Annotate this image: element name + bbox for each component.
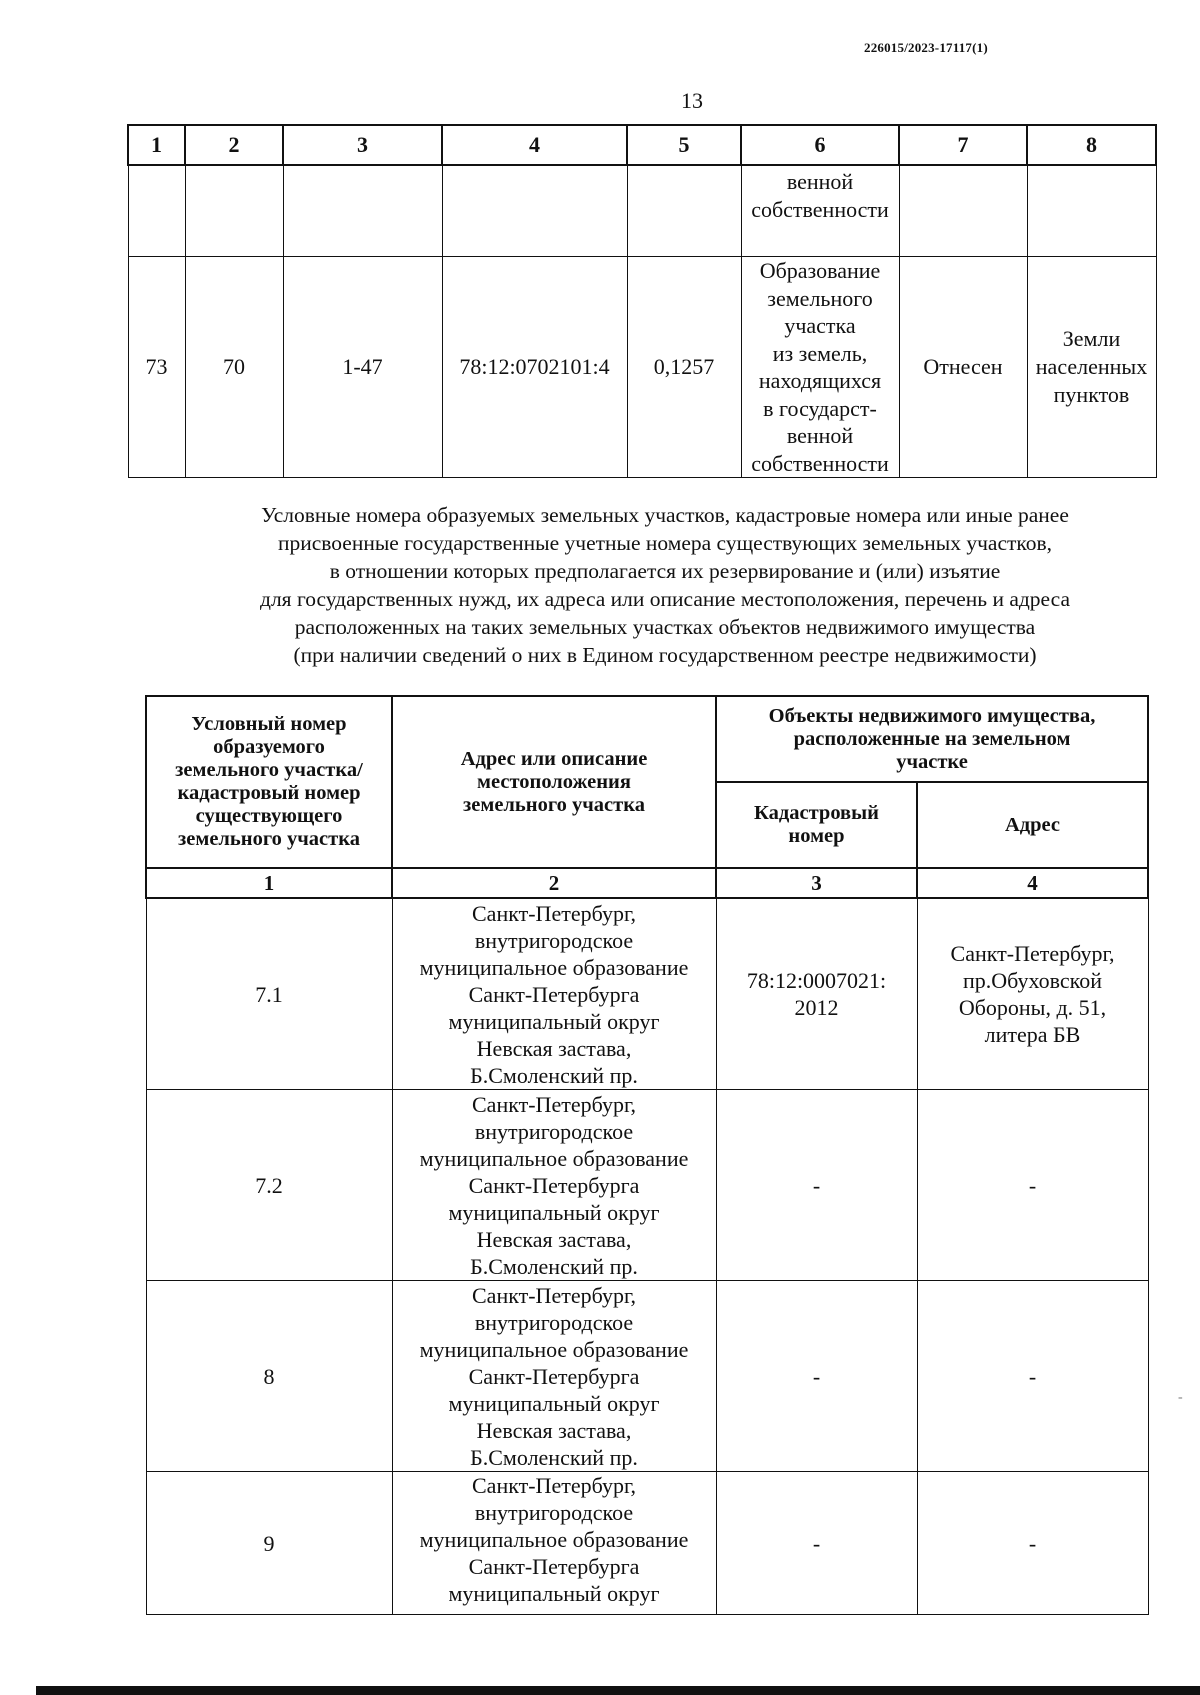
table1-colnum: 1 — [128, 125, 185, 165]
table2-colnum: 4 — [917, 868, 1148, 898]
area-value: 0,1257 — [627, 257, 741, 478]
header-objects-group: Объекты недвижимого имущества, расположенные на земельном участке — [716, 696, 1148, 782]
table-cell: 70 — [185, 257, 283, 478]
cadastral-number: 78:12:0702101:4 — [442, 257, 627, 478]
parcel-address: Санкт-Петербург, внутригородское муниципальное образование Санкт-Петербурга муниципальный округ Невская застава, Б.Смоленский пр. — [392, 1281, 716, 1472]
parcel-address: Санкт-Петербург, внутригородское муниципальное образование Санкт-Петербурга муниципальный округ Невская застава, Б.Смоленский пр. — [392, 1090, 716, 1281]
land-category: Земли населенных пунктов — [1027, 257, 1156, 478]
table1-colnum: 4 — [442, 125, 627, 165]
table2-colnum: 1 — [146, 868, 392, 898]
table2-colnum: 3 — [716, 868, 917, 898]
table-cell — [283, 165, 442, 257]
parcel-address: Санкт-Петербург, внутригородское муниципальное образование Санкт-Петербурга муниципальный округ — [392, 1472, 716, 1615]
table1-colnum: 5 — [627, 125, 741, 165]
parcel-number: 8 — [146, 1281, 392, 1472]
parcel-address: Санкт-Петербург, внутригородское муниципальное образование Санкт-Петербурга муниципальный округ Невская застава, Б.Смоленский пр. — [392, 898, 716, 1090]
table-cell — [627, 165, 741, 257]
header-parcel-number: Условный номер образуемого земельного участка/ кадастровый номер существующего земельного участка — [146, 696, 392, 868]
scan-mark: - — [1178, 1390, 1183, 1405]
section-heading — [150, 501, 1180, 669]
table1-column-numbers — [128, 125, 1156, 165]
object-address: - — [917, 1281, 1148, 1472]
object-cadastral-number: - — [716, 1472, 917, 1615]
table1-colnum: 3 — [283, 125, 442, 165]
page-number: 13 — [681, 88, 703, 113]
object-address: - — [917, 1090, 1148, 1281]
parcels-table — [127, 124, 1157, 478]
object-address: - — [917, 1472, 1148, 1615]
table-cell: Образование земельного участка из земель, находящихся в государст- венной собственности — [741, 257, 899, 478]
heading-line: в отношении которых предполагается их резервирование и (или) изъятие — [329, 559, 1001, 583]
heading-line: Условные номера образуемых земельных участков, кадастровые номера или иные ранее — [261, 503, 1069, 527]
table-cell — [128, 165, 185, 257]
heading-line: расположенных на таких земельных участках объектов недвижимого имущества — [294, 615, 1036, 639]
reservation-table — [145, 695, 1149, 1615]
heading-line: для государственных нужд, их адреса или описание местоположения, перечень и адреса — [260, 587, 1070, 611]
object-address: Санкт-Петербург, пр.Обуховской Обороны, д. 51, литера БВ — [917, 898, 1148, 1090]
table1-colnum: 6 — [741, 125, 899, 165]
table-cell: венной собственности — [741, 165, 899, 257]
heading-line: (при наличии сведений о них в Едином государственном реестре недвижимости) — [293, 643, 1037, 667]
header-cadastral-number: Кадастровый номер — [716, 782, 917, 868]
table-row — [146, 1472, 1148, 1615]
scan-edge-bar — [36, 1686, 1200, 1695]
table-cell — [185, 165, 283, 257]
table2-column-numbers — [146, 868, 1148, 898]
table1-colnum: 2 — [185, 125, 283, 165]
table-cell — [899, 165, 1027, 257]
table-cell: 1-47 — [283, 257, 442, 478]
table-row — [146, 1281, 1148, 1472]
table-cell: Отнесен — [899, 257, 1027, 478]
table-row — [128, 165, 1156, 257]
table2-header-row — [146, 696, 1148, 782]
parcel-number: 7.2 — [146, 1090, 392, 1281]
table-row — [146, 1090, 1148, 1281]
parcel-number: 9 — [146, 1472, 392, 1615]
heading-line: присвоенные государственные учетные номера существующих земельных участков, — [277, 531, 1053, 555]
parcel-number: 7.1 — [146, 898, 392, 1090]
object-cadastral-number: - — [716, 1281, 917, 1472]
table1-colnum: 7 — [899, 125, 1027, 165]
table2-colnum: 2 — [392, 868, 716, 898]
table-row — [128, 257, 1156, 478]
table-cell — [442, 165, 627, 257]
row-number: 73 — [128, 257, 185, 478]
header-address: Адрес или описание местоположения земельного участка — [392, 696, 716, 868]
table-cell — [1027, 165, 1156, 257]
header-object-address: Адрес — [917, 782, 1148, 868]
table1-colnum: 8 — [1027, 125, 1156, 165]
table-row — [146, 898, 1148, 1090]
registration-number: 226015/2023-17117(1) — [864, 40, 988, 55]
object-cadastral-number: 78:12:0007021: 2012 — [716, 898, 917, 1090]
object-cadastral-number: - — [716, 1090, 917, 1281]
